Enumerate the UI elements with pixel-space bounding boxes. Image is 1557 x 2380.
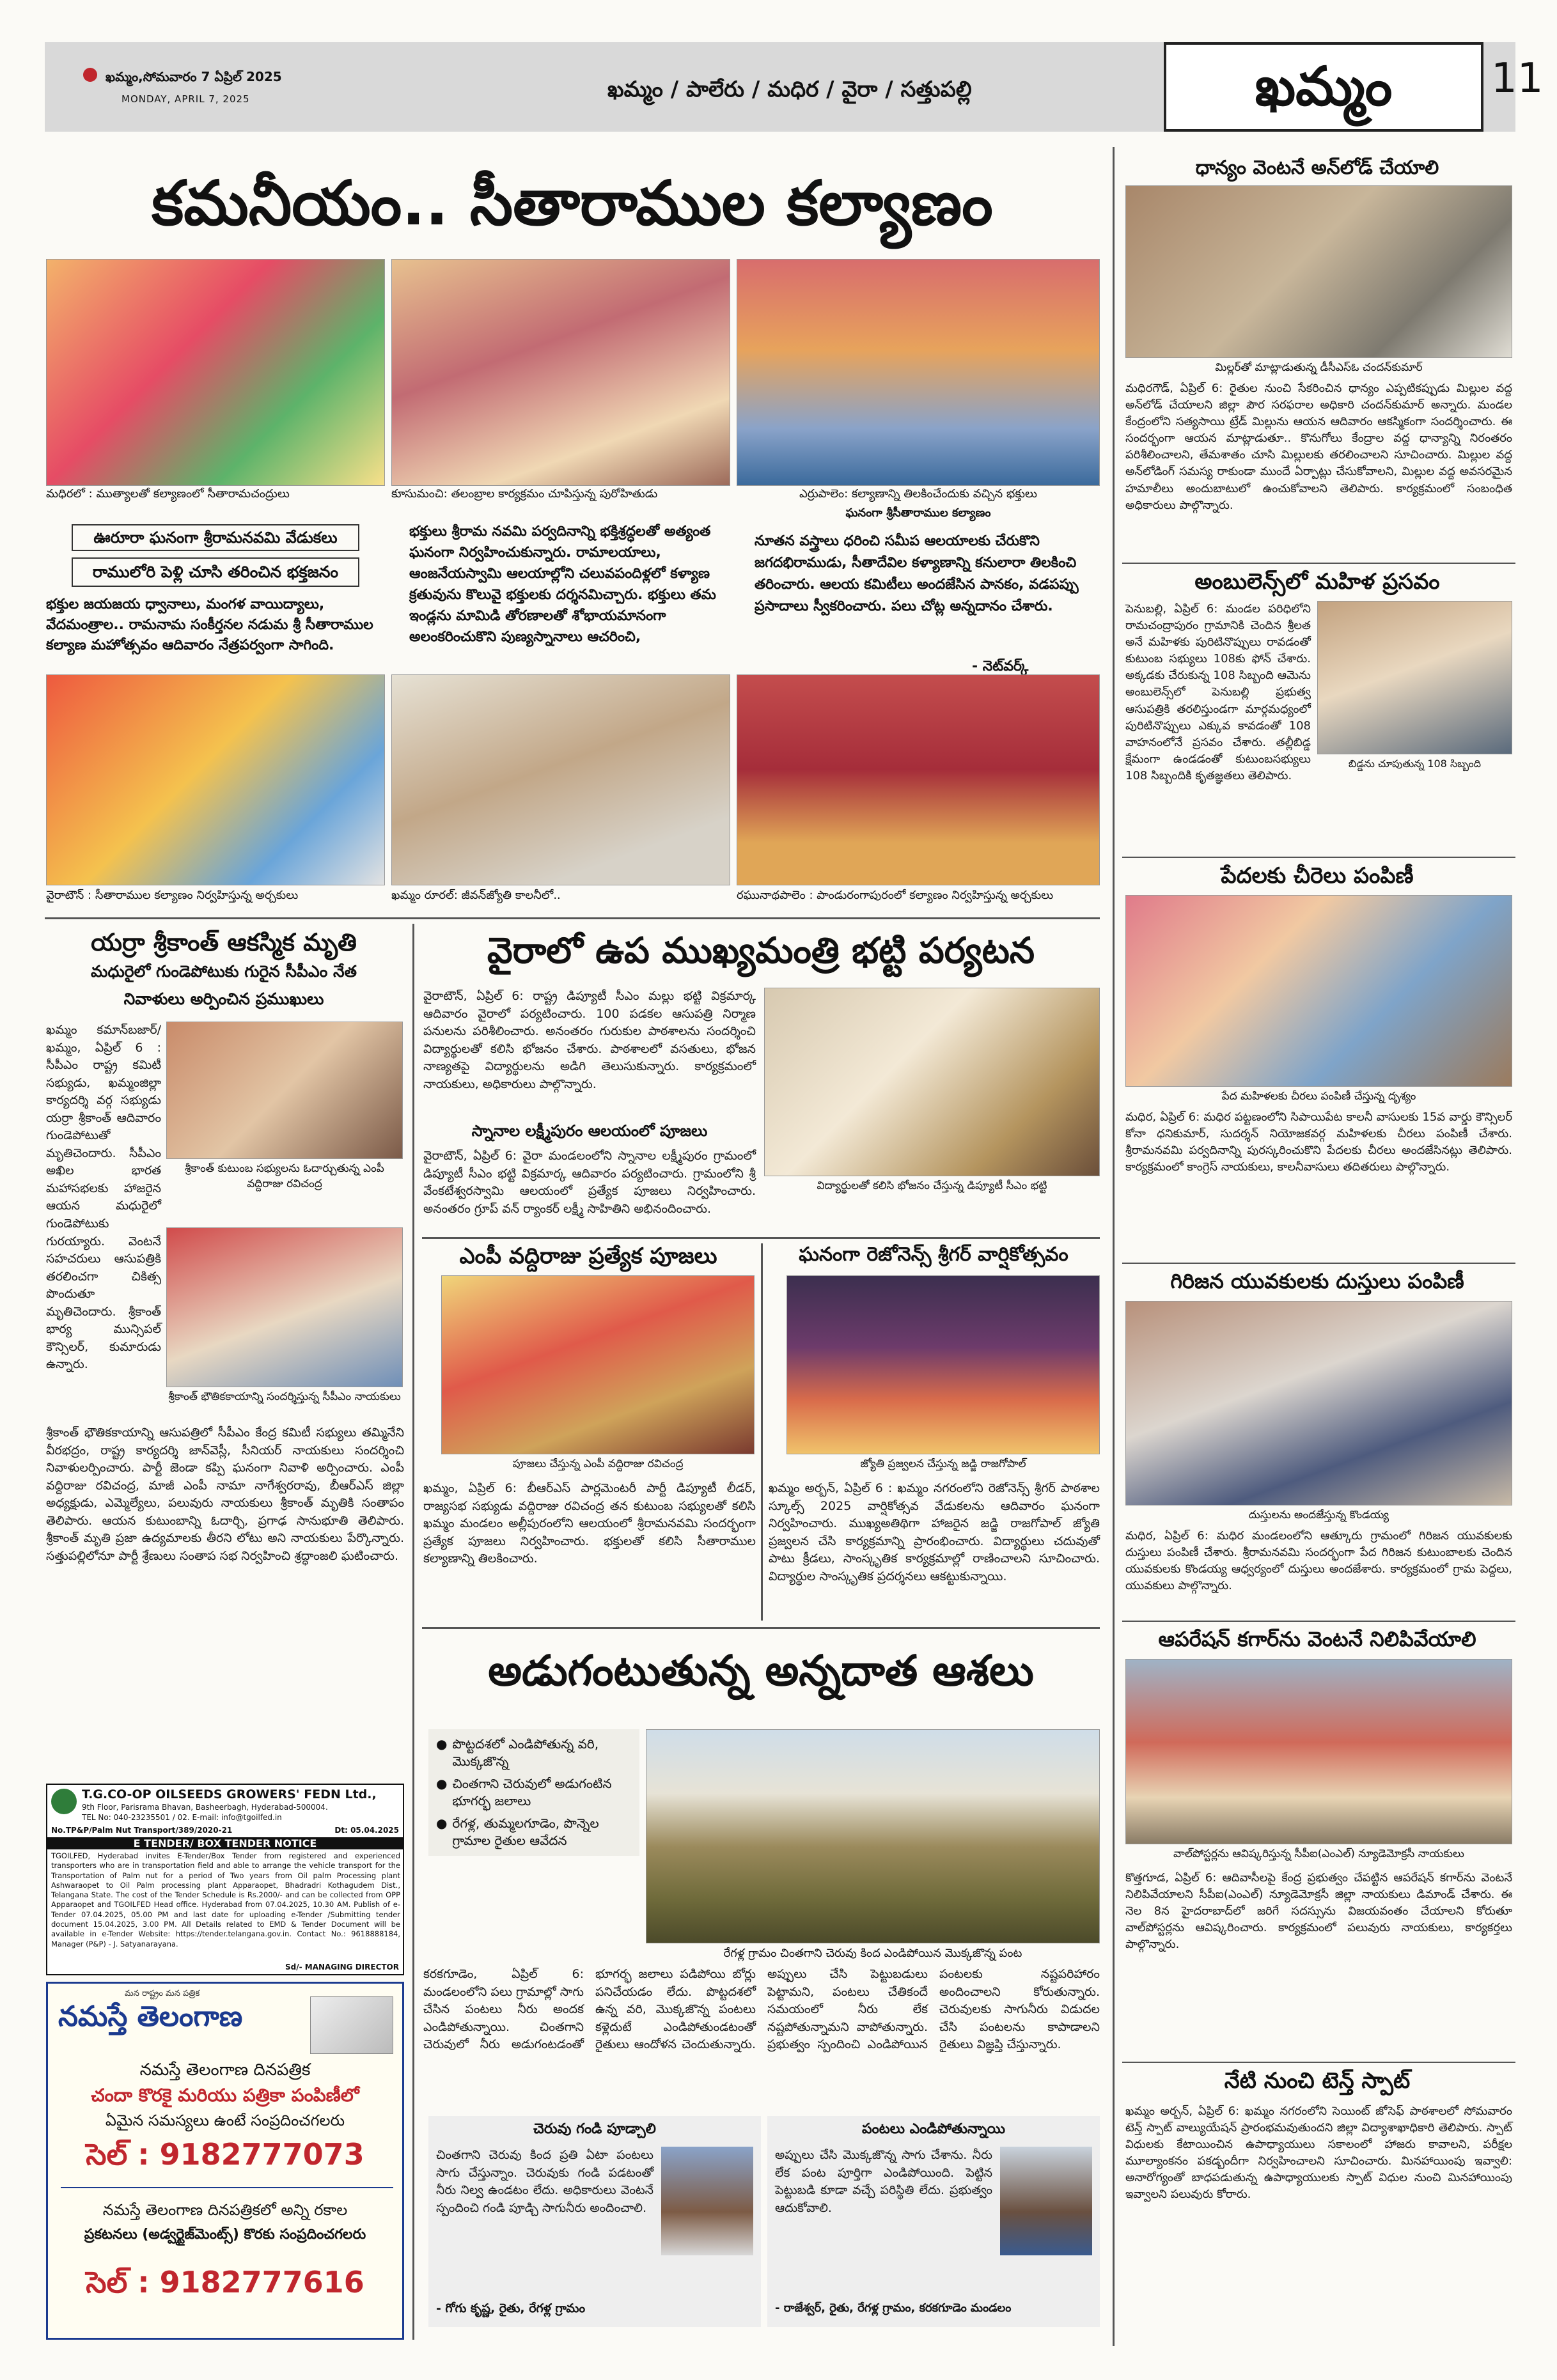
lead-text-3: నూతన వస్త్రాలు ధరించి సమీప ఆలయాలకు చేరుకొని జగదభిరాముడు, సీతాదేవిల కళ్యాణాన్ని కనులారా తిలకించి తరించారు. ఆలయ కమిటీలు అందజేసిన పానకం, వడపప్పు ప్రసాదాలు స్వీకరించారు. పలు చోట్ల అన్నదానం చేశారు. bbox=[755, 533, 1079, 615]
tender-date: Dt: 05.04.2025 bbox=[334, 1826, 399, 1835]
farmer-quote-2 bbox=[767, 2116, 1100, 2327]
right-rule-2 bbox=[1122, 857, 1515, 858]
right-text-6: ఖమ్మం అర్బన్, ఏప్రిల్ 6: ఖమ్మం నగరంలోని సెయింట్ జోసెఫ్ పాఠశాలలో సోమవారం టెన్త్ స్పాట్ వాల్యుయేషన్ ప్రారంభమవుతుందని జిల్లా విద్యాశాఖాధికారి తెలిపారు. స్పాట్ విధులకు కేటాయించిన ఉపాధ్యాయులు సకాలంలో హాజరు కావాలని, పరీక్షల మూల్యాంకనం పకడ్బందీగా నిర్వహించాలని సూచించారు. మినహాయింపు ఇవ్వాలి: అనారోగ్యంతో బాధపడుతున్న ఉపాధ్యాయులకు స్పాట్ విధుల నుంచి మినహాయింపు ఇవ్వాలని పలువురు కోరారు. bbox=[1125, 2104, 1512, 2202]
right-column-rule bbox=[1113, 147, 1115, 2346]
right-text-3: మధిర, ఏప్రిల్ 6: మధిర పట్టణంలోని సిపాయిపేట కాలనీ వాసులకు 15వ వార్డు కౌన్సిలర్ కోనా ధనికుమార్, సుదర్శన్ నియోజకవర్గ మహిళలకు చీరలు పంపిణీ చేశారు. శ్రీరామనవమి పర్వదినాన్ని పురస్కరించుకొని పేదలకు చీరలు అందజేసినట్లు తెలిపారు. కార్యక్రమంలో కాంగ్రెస్ నాయకులు, కాలనీవాసులు తదితరులు పాల్గొన్నారు. bbox=[1125, 1110, 1512, 1174]
farmers-bullet bbox=[436, 1775, 632, 1810]
vaddiraju-text: ఖమ్మం, ఏప్రిల్ 6: బీఆర్ఎస్ పార్లమెంటరీ పార్టీ డిప్యూటీ లీడర్, రాజ్యసభ సభ్యుడు వద్దిరాజు రవిచంద్ర తన కుటుంబ సభ్యులతో కలిసి ఖమ్మం మండలం అల్లీపురంలోని ఆలయంలో శ్రీరామనవమి సందర్భంగా ప్రత్యేక పూజలు నిర్వహించారు. భక్తులతో కలిసి సీతారాముల కల్యాణాన్ని తిలకించారు. bbox=[423, 1481, 756, 1566]
resonance-bottom-rule bbox=[422, 1627, 1100, 1629]
bullet-text: పొట్టదశలో ఎండిపోతున్న వరి, మొక్కజొన్న bbox=[452, 1736, 599, 1769]
resonance-photo bbox=[786, 1275, 1100, 1454]
srikanth-headline: యర్రా శ్రీకాంత్ ఆకస్మిక మృతి bbox=[91, 928, 357, 956]
namaste-ad bbox=[46, 1982, 404, 2340]
right-photo-2 bbox=[1317, 601, 1512, 754]
bhatti-headline: వైరాలో ఉప ముఖ్యమంత్రి భట్టి పర్యటన bbox=[487, 930, 1035, 972]
tender-notice bbox=[46, 1784, 404, 1975]
lead-caption-3: ఎర్రుపాలెం: కల్యాణాన్ని తిలకించేందుకు వచ్చిన భక్తులు bbox=[799, 487, 1038, 501]
resonance-text: ఖమ్మం అర్బన్, ఏప్రిల్ 6 : ఖమ్మం నగరంలోని రెజోనెన్స్ శ్రీగర్ పాఠశాల స్కూల్స్ 2025 వార్షికోత్సవ వేడుకలను ఆదివారం ఘనంగా నిర్వహించారు. ముఖ్యఅతిథిగా హాజరైన జడ్జి రాజగోపాల్ జ్యోతి ప్రజ్వలన చేసి కార్యక్రమాన్ని ప్రారంభించారు. విద్యార్థులు చదువుతో పాటు క్రీడలు, సాంస్కృతిక కార్యక్రమాల్లో రాణించాలని సూచించారు. విద్యార్థుల సాంస్కృతిక ప్రదర్శనలు ఆకట్టుకున్నాయి. bbox=[769, 1481, 1100, 1583]
lead-caption-3b: ఘనంగా శ్రీసీతారాముల కల్యాణం bbox=[845, 506, 991, 520]
srikanth-text-b: శ్రీకాంత్ భౌతికకాయాన్ని ఆసుపత్రిలో సీపీఎం కేంద్ర కమిటీ సభ్యులు తమ్మినేని వీరభద్రం, రాష్ట్ర కార్యదర్శి జాన్‌వెస్లీ, సీనియర్ నాయకులు సందర్శించి నివాళులర్పించారు. పార్టీ జెండా కప్పి ఘనంగా నివాళి అర్పించారు. ఎంపీ వద్దిరాజు రవిచంద్ర, మాజీ ఎంపీ నామా నాగేశ్వరరావు, బీఆర్ఎస్ జిల్లా అధ్యక్షుడు, ఎమ్మెల్యేలు, పలువురు నాయకులు శ్రీకాంత్ మృతికి సంతాపం తెలిపారు. ఆయన కుటుంబాన్ని ఓదార్చి, ప్రగాఢ సానుభూతి తెలిపారు. శ్రీకాంత్ మృతి ప్రజా ఉద్యమాలకు తీరని లోటు అని నాయకులు పేర్కొన్నారు. సత్తుపల్లిలోనూ పార్టీ శ్రేణులు సంతాప సభ నిర్వహించి శ్రద్ధాంజలి ఘటించారు. bbox=[46, 1426, 404, 1563]
tender-org: T.G.CO-OP OILSEEDS GROWERS' FEDN Ltd., bbox=[82, 1787, 377, 1801]
srikanth-photo-2 bbox=[166, 1227, 403, 1387]
farmers-highlights bbox=[428, 1729, 639, 1856]
lead-photo-2 bbox=[391, 259, 730, 486]
lead-bottom-rule bbox=[45, 917, 1100, 919]
page-number: 11 bbox=[1491, 55, 1544, 102]
namaste-phone-2: సెల్ : 9182777616 bbox=[86, 2265, 364, 2299]
right-h1: ధాన్యం వెంటనే అన్‌లోడ్ చేయాలి bbox=[1195, 157, 1439, 179]
vaddiraju-photo bbox=[441, 1275, 755, 1454]
tender-body: TGOILFED, Hyderabad invites E-Tender/Box Tender from registered and experienced transporters who are in transportation field and able to arrange the vehicle transport for the Transportation of Palm nut for a period of Two years from Oil palm Processing plant Ashwaraopet to Oil Palm processing plant Apparaopet, Bhadradri Kothagudem Dist., Telangana State. The cost of the Tender Schedule is Rs.2000/- and can be collected from OPP Apparaopet and TGOILFED Head office. Hyderabad from 07.04.2025, 10.30 AM. Publish of e-Tender 07.04.2025, 05.00 PM and last date for uploading e-Tender /Submitting tender document 15.04.2025, 3.00 PM. All Details related to EMD & Tender Document will be available in e-Tender Website: https://tender.telangana.gov.in. Contact No.: 9618888184, Manager (P&P) - J. Satyanarayana. bbox=[51, 1851, 400, 1948]
mid-rule bbox=[761, 1243, 763, 1621]
lead-text-2: భక్తులు శ్రీరామ నవమి పర్వదినాన్ని భక్తిశ్రద్ధలతో అత్యంత ఘనంగా నిర్వహించుకున్నారు. రామాలయాలు, ఆంజనేయస్వామి ఆలయాల్లోని చలువపందిళ్లలో కళ్యాణ క్రతువును కొలువై భక్తులకు దర్శనమిచ్చారు. భక్తులు తమ ఇండ్లను మామిడి తోరణాలతో శోభాయమానంగా అలంకరించుకొని పుణ్యస్నానాలు ఆచరించి, bbox=[409, 524, 716, 645]
srikanth-subhead-2: నివాళులు అర్పించిన ప్రముఖులు bbox=[123, 990, 324, 1008]
vaddiraju-caption: పూజలు చేస్తున్న ఎంపీ వద్దిరాజు రవిచంద్ర bbox=[512, 1458, 684, 1470]
farmers-text: కరకగూడెం, ఏప్రిల్ 6: మండలంలోని పలు గ్రామాల్లో సాగు చేసిన పంటలు నీరు అందక ఎండిపోతున్నాయి. చింతగాని చెరువులో నీరు అడుగంటడంతో భూగర్భ జలాలు పడిపోయి బోర్లు పనిచేయడం లేదు. పొట్టదశలో ఉన్న వరి, మొక్కజొన్న పంటలు కళ్లెదుటే ఎండిపోతుండటంతో రైతులు ఆందోళన చెందుతున్నారు. అప్పులు చేసి పెట్టుబడులు పెట్టామని, పంటలు చేతికందే సమయంలో నీరు లేక నష్టపోతున్నామని వాపోతున్నారు. ప్రభుత్వం స్పందించి ఎండిపోయిన పంటలకు నష్టపరిహారం అందించాలని కోరుతున్నారు. చెరువులకు సాగునీరు విడుదల చేసి పంటలను కాపాడాలని రైతులు విజ్ఞప్తి చేస్తున్నారు. bbox=[423, 1967, 1100, 2052]
right-text-1: మధిరగౌడ్, ఏప్రిల్ 6: రైతుల నుంచి సేకరించిన ధాన్యం ఎప్పటికప్పుడు మిల్లుల వద్ద అన్‌లోడ్ చేయాలని జిల్లా పౌర సరఫరాల అధికారి చందన్‌కుమార్ అన్నారు. మండల కేంద్రంలోని సత్యసాయి ట్రేడ్ మిల్లును ఆయన ఆదివారం ఆకస్మికంగా సందర్శించారు. ఈ సందర్భంగా ఆయన మాట్లాడుతూ.. కొనుగోలు కేంద్రాల వద్ద ధాన్యాన్ని నిరంతరం పరిశీలించాలని, తేమశాతం చూసి మిల్లులకు తరలించాలని సూచించారు. మిల్లుల వద్ద అన్‌లోడింగ్ సమస్య రాకుండా ముందే ఏర్పాట్లు చేసుకోవాలని, మిల్లుల వద్ద అవసరమైన హమాలీలు అందుబాటులో ఉంచుకోవాలని తెలిపారు. కార్యక్రమంలో సంబంధిత అధికారులు పాల్గొన్నారు. bbox=[1125, 382, 1512, 512]
bullet-text: రేగళ్ల, తుమ్మలగూడెం, పొన్నెల గ్రామాల రైతుల ఆవేదన bbox=[452, 1816, 599, 1848]
right-text-5: కొత్తగూడ, ఏప్రిల్ 6: ఆదివాసీలపై కేంద్ర ప్రభుత్వం చేపట్టిన ఆపరేషన్ కగార్‌ను వెంటనే నిలిపివేయాలని సీపీఐ(ఎంఎల్) న్యూడెమోక్రసీ జిల్లా నాయకులు డిమాండ్ చేశారు. ఈ నెల 8న హైదరాబాద్‌లో జరిగే సదస్సును విజయవంతం చేయాలని కోరుతూ వాల్‌పోస్టర్లను ఆవిష్కరించారు. కార్యక్రమంలో పలువురు నాయకులు, కార్యకర్తలు పాల్గొన్నారు. bbox=[1125, 1871, 1512, 1952]
right-photo-5 bbox=[1125, 1659, 1512, 1844]
namaste-brand: నమస్తే తెలంగాణ bbox=[58, 2000, 243, 2033]
resonance-headline: ఘనంగా రెజోనెన్స్‌ శ్రీగర్ వార్షికోత్సవం bbox=[799, 1243, 1068, 1266]
namaste-papers-graphic bbox=[310, 1996, 393, 2054]
lead-text-1: భక్తుల జయజయ ధ్వానాలు, మంగళ వాయిద్యాలు, వేదమంత్రాల.. రామనామ సంకీర్తనల నడుమ శ్రీ సీతారాముల కల్యాణ మహోత్సవం ఆదివారం నేత్రపర్వంగా సాగింది. bbox=[46, 596, 373, 653]
lead-photo-3 bbox=[737, 259, 1100, 486]
bhatti-caption: విద్యార్థులతో కలిసి భోజనం చేస్తున్న డిప్యూటీ సీఎం భట్టి bbox=[817, 1179, 1047, 1192]
dateline: ఖమ్మం,సోమవారం 7 ఏప్రిల్ 2025 bbox=[106, 69, 282, 84]
bhatti-text-1: వైరాటౌన్, ఏప్రిల్ 6: రాష్ట్ర డిప్యూటీ సీఎం మల్లు భట్టి విక్రమార్క ఆదివారం వైరాలో పర్యటించారు. 100 పడకల ఆసుపత్రి నిర్మాణ పనులను పరిశీలించారు. అనంతరం గురుకుల పాఠశాలను సందర్శించి విద్యార్థులతో కలిసి భోజనం చేశారు. పాఠశాలలో వసతులు, భోజన నాణ్యతపై విద్యార్థులను అడిగి తెలుసుకున్నారు. కార్యక్రమంలో నాయకులు, అధికారులు పాల్గొన్నారు. bbox=[423, 989, 756, 1091]
right-text-4: మధిర, ఏప్రిల్ 6: మధిర మండలంలోని ఆత్కూరు గ్రామంలో గిరిజన యువకులకు దుస్తులు పంపిణీ చేశారు. శ్రీరామనవమి సందర్భంగా పేద గిరిజన కుటుంబాలకు చెందిన యువకులకు కొండయ్య ఆధ్వర్యంలో దుస్తులు అందజేశారు. కార్యక్రమంలో గ్రామ పెద్దలు, యువకులు పాల్గొన్నారు. bbox=[1125, 1529, 1512, 1593]
namaste-line-2a: నమస్తే తెలంగాణ దినపత్రికలో అన్ని రకాల bbox=[102, 2201, 348, 2219]
srikanth-caption-2: శ్రీకాంత్ భౌతికకాయాన్ని సందర్శిస్తున్న సీపీఎం నాయకులు bbox=[168, 1390, 401, 1403]
farmers-bullet bbox=[436, 1736, 632, 1770]
tender-logo bbox=[51, 1789, 77, 1814]
right-h3: పేదలకు చీరెలు పంపిణీ bbox=[1221, 863, 1414, 889]
bhatti-subhead: స్నానాల లక్ష్మీపురం ఆలయంలో పూజలు bbox=[471, 1122, 708, 1140]
resonance-caption: జ్యోతి ప్రజ్వలన చేస్తున్న జడ్జి రాజగోపాల్ bbox=[860, 1458, 1026, 1470]
tender-title: E TENDER/ BOX TENDER NOTICE bbox=[47, 1837, 403, 1849]
vaddiraju-headline: ఎంపీ వద్దిరాజు ప్రత్యేక పూజలు bbox=[459, 1243, 717, 1269]
namaste-line-1a: నమస్తే తెలంగాణ దినపత్రిక bbox=[139, 2060, 311, 2080]
tender-contact: TEL No: 040-23235501 / 02. E-mail: info@tgoilfed.in bbox=[82, 1813, 282, 1822]
right-photo-4 bbox=[1125, 1301, 1512, 1505]
right-rule-4 bbox=[1122, 1621, 1515, 1622]
namaste-line-1b: చందా కొరకై మరియు పత్రికా పంపిణీలో bbox=[91, 2085, 359, 2106]
tender-ref: No.TP&P/Palm Nut Transport/389/2020-21 bbox=[51, 1826, 233, 1835]
lead-caption-4: వైరాటౌన్ : సీతారాముల కల్యాణం నిర్వహిస్తున్న అర్చకులు bbox=[46, 889, 299, 902]
farmer-quote-1-text: చింతగాని చెరువు కింద ప్రతి ఏటా పంటలు సాగు చేస్తున్నాం. చెరువుకు గండి పడటంతో నీరు నిల్వ ఉండటం లేదు. అధికారులు వెంటనే స్పందించి గండి పూడ్చి సాగునీరు అందించాలి. bbox=[436, 2148, 653, 2215]
lead-byline: - నెట్‌వర్క్ bbox=[972, 658, 1029, 674]
lead-headline: కమనీయం.. సీతారాముల కల్యాణం bbox=[152, 167, 993, 239]
farmers-photo bbox=[646, 1729, 1100, 1943]
srikanth-subhead-1: మధురైలో గుండెపోటుకు గురైన సీపీఎం నేత bbox=[91, 962, 357, 981]
left-column-rule bbox=[412, 924, 414, 2340]
lead-caption-5: ఖమ్మం రూరల్: జీవన్‌జ్యోతి కాలనీలో.. bbox=[391, 889, 561, 902]
right-caption-3: పేద మహిళలకు చీరలు పంపిణీ చేస్తున్న దృశ్యం bbox=[1221, 1090, 1416, 1103]
lead-caption-1: మధిరలో : ముత్యాలతో కల్యాణంలో సీతారామచంద్రులు bbox=[46, 487, 290, 501]
namaste-line-2b: ప్రకటనలు (అడ్వర్టైజ్‌మెంట్స్) కొరకు సంప్రదించగలరు bbox=[84, 2227, 366, 2243]
farmer-quote-2-text: అప్పులు చేసి మొక్కజొన్న సాగు చేశాను. నీరు లేక పంట పూర్తిగా ఎండిపోయింది. పెట్టిన పెట్టుబడి కూడా వచ్చే పరిస్థితి లేదు. ప్రభుత్వం ఆదుకోవాలి. bbox=[775, 2148, 992, 2215]
farmer-quote-2-portrait bbox=[1000, 2147, 1092, 2255]
bhatti-photo bbox=[764, 988, 1100, 1176]
lead-kicker-1: ఊరూరా ఘనంగా శ్రీరామనవమి వేడుకలు bbox=[72, 524, 359, 551]
lead-photo-5 bbox=[391, 674, 730, 885]
bullet-icon: ● bbox=[436, 1816, 448, 1831]
lead-photo-4 bbox=[46, 674, 385, 885]
right-h6: నేటి నుంచి టెన్త్ స్పాట్ bbox=[1224, 2068, 1411, 2094]
farmer-quote-1-portrait bbox=[661, 2147, 753, 2255]
farmers-headline: అడుగంటుతున్న అన్నదాత ఆశలు bbox=[488, 1646, 1034, 1695]
bhatti-text-2: వైరాటౌన్, ఏప్రిల్ 6: వైరా మండలంలోని స్నానాల లక్ష్మీపురం గ్రామంలో డిప్యూటీ సీఎం భట్టి విక్రమార్క ఆదివారం పర్యటించారు. గ్రామంలోని శ్రీ వేంకటేశ్వరస్వామి ఆలయంలో ప్రత్యేక పూజలు నిర్వహించారు. అనంతరం గ్రూప్ వన్ ర్యాంకర్ లక్ష్మీ సాహితిని అభినందించారు. bbox=[423, 1149, 756, 1216]
dateline-english: MONDAY, APRIL 7, 2025 bbox=[121, 93, 250, 105]
district-nameplate: ఖమ్మం bbox=[1164, 42, 1483, 132]
lead-caption-2: కూసుమంచి: తలంబ్రాల కార్యక్రమం చూపిస్తున్న పురోహితుడు bbox=[391, 487, 658, 501]
right-photo-3 bbox=[1125, 895, 1512, 1087]
right-rule-5 bbox=[1122, 2062, 1515, 2063]
right-photo-1 bbox=[1125, 185, 1512, 358]
farmer-quote-1 bbox=[428, 2116, 761, 2327]
header-places: ఖమ్మం / పాలేరు / మధిర / వైరా / సత్తుపల్లి bbox=[607, 77, 972, 102]
bullet-icon: ● bbox=[436, 1776, 448, 1791]
namaste-phone-1: సెల్ : 9182777073 bbox=[86, 2137, 364, 2172]
lead-photo-1 bbox=[46, 259, 385, 486]
right-h4: గిరిజన యువకులకు దుస్తులు పంపిణీ bbox=[1170, 1269, 1464, 1293]
farmer-quote-1-title: చెరువు గండి పూడ్చాలి bbox=[533, 2121, 656, 2137]
srikanth-caption-1: శ్రీకాంత్ కుటుంబ సభ్యులను ఓదార్చుతున్న ఎంపీ వద్దిరాజు రవిచంద్ర bbox=[185, 1162, 384, 1190]
right-rule-1 bbox=[1122, 563, 1515, 564]
farmer-quote-1-byline: - గోగు కృష్ణ, రైతు, రేగళ్ల గ్రామం bbox=[436, 2301, 586, 2315]
tender-signature: Sd/- MANAGING DIRECTOR bbox=[285, 1963, 399, 1972]
lead-caption-6: రఘునాథపాలెం : పాండురంగాపురంలో కల్యాణం నిర్వహిస్తున్న అర్చకులు bbox=[737, 889, 1054, 902]
page-header bbox=[45, 42, 1544, 132]
namaste-line-1c: ఏమైన సమస్యలు ఉంటే సంప్రదించగలరు bbox=[105, 2112, 345, 2129]
right-caption-1: మిల్లర్‌తో మాట్లాడుతున్న డీసీఎస్ఓ చందన్‌కుమార్ bbox=[1215, 361, 1423, 374]
right-caption-2: బిడ్డను చూపుతున్న 108 సిబ్బంది bbox=[1348, 758, 1482, 770]
namaste-tagline: మన రాష్ట్రం మన పత్రిక bbox=[125, 1989, 200, 1998]
srikanth-photo-1 bbox=[166, 1022, 403, 1159]
srikanth-text-a: ఖమ్మం కమాన్‌బజార్/ ఖమ్మం, ఏప్రిల్ 6 : సీపీఎం రాష్ట్ర కమిటీ సభ్యుడు, ఖమ్మంజిల్లా కార్యదర్శి వర్గ సభ్యుడు యర్రా శ్రీకాంత్ ఆదివారం గుండెపోటుతో మృతిచెందారు. సీపీఎం అఖిల భారత మహాసభలకు హాజరైన ఆయన మధురైలో గుండెపోటుకు గురయ్యారు. వెంటనే సహచరులు ఆసుపత్రికి తరలించగా చికిత్స పొందుతూ మృతిచెందారు. శ్రీకాంత్ భార్య మున్సిపల్ కౌన్సిలర్, కుమారుడు ఉన్నారు. bbox=[46, 1023, 161, 1372]
right-rule-3 bbox=[1122, 1263, 1515, 1264]
nt-logo-mark bbox=[83, 68, 97, 82]
lead-photo-6 bbox=[737, 674, 1100, 885]
right-h5: ఆపరేషన్ కగార్‌ను వెంటనే నిలిపివేయాలి bbox=[1158, 1627, 1476, 1651]
right-h2: అంబులెన్స్‌లో మహిళ ప్రసవం bbox=[1194, 569, 1440, 595]
farmer-quote-2-title: పంటలు ఎండిపోతున్నాయి bbox=[861, 2121, 1006, 2137]
right-text-2: పెనుబల్లి, ఏప్రిల్ 6: మండల పరిధిలోని రామచంద్రాపురం గ్రామానికి చెందిన శ్రీలత అనే మహిళకు పురిటినొప్పులు రావడంతో కుటుంబ సభ్యులు 108కు ఫోన్ చేశారు. అక్కడకు చేరుకున్న 108 సిబ్బంది ఆమెను అంబులెన్స్‌లో పెనుబల్లి ప్రభుత్వ ఆసుపత్రికి తరలిస్తుండగా మార్గమధ్యంలో పురిటినొప్పులు ఎక్కువ కావడంతో 108 వాహనంలోనే ప్రసవం చేశారు. తల్లీబిడ్డ క్షేమంగా ఉండడంతో కుటుంబసభ్యులు 108 సిబ్బందికి కృతజ్ఞతలు తెలిపారు. bbox=[1125, 602, 1311, 782]
bullet-text: చింతగాని చెరువులో అడుగంటిన భూగర్భ జలాలు bbox=[452, 1776, 612, 1808]
farmer-quote-2-byline: - రాజేశ్వర్, రైతు, రేగళ్ల గ్రామం, కరకగూడెం మండలం bbox=[775, 2301, 1012, 2315]
right-caption-5: వాల్‌పోస్టర్లను ఆవిష్కరిస్తున్న సీపీఐ(ఎంఎల్) న్యూడెమోక్రసీ నాయకులు bbox=[1173, 1847, 1464, 1860]
bullet-icon: ● bbox=[436, 1736, 448, 1752]
farmers-photo-caption: రేగళ్ల గ్రామం చింతగాని చెరువు కింద ఎండిపోయిన మొక్కజొన్న పంట bbox=[723, 1947, 1022, 1960]
farmers-bullet bbox=[436, 1815, 632, 1849]
lead-kicker-2: రాములోరి పెళ్లి చూసి తరించిన భక్తజనం bbox=[72, 557, 359, 587]
tender-address: 9th Floor, Parisrama Bhavan, Basheerbagh, Hyderabad-500004. bbox=[82, 1803, 328, 1812]
bhatti-bottom-rule bbox=[422, 1237, 1100, 1239]
right-caption-4: దుస్తులను అందజేస్తున్న కొండయ్య bbox=[1248, 1509, 1389, 1521]
namaste-divider bbox=[61, 2187, 393, 2188]
